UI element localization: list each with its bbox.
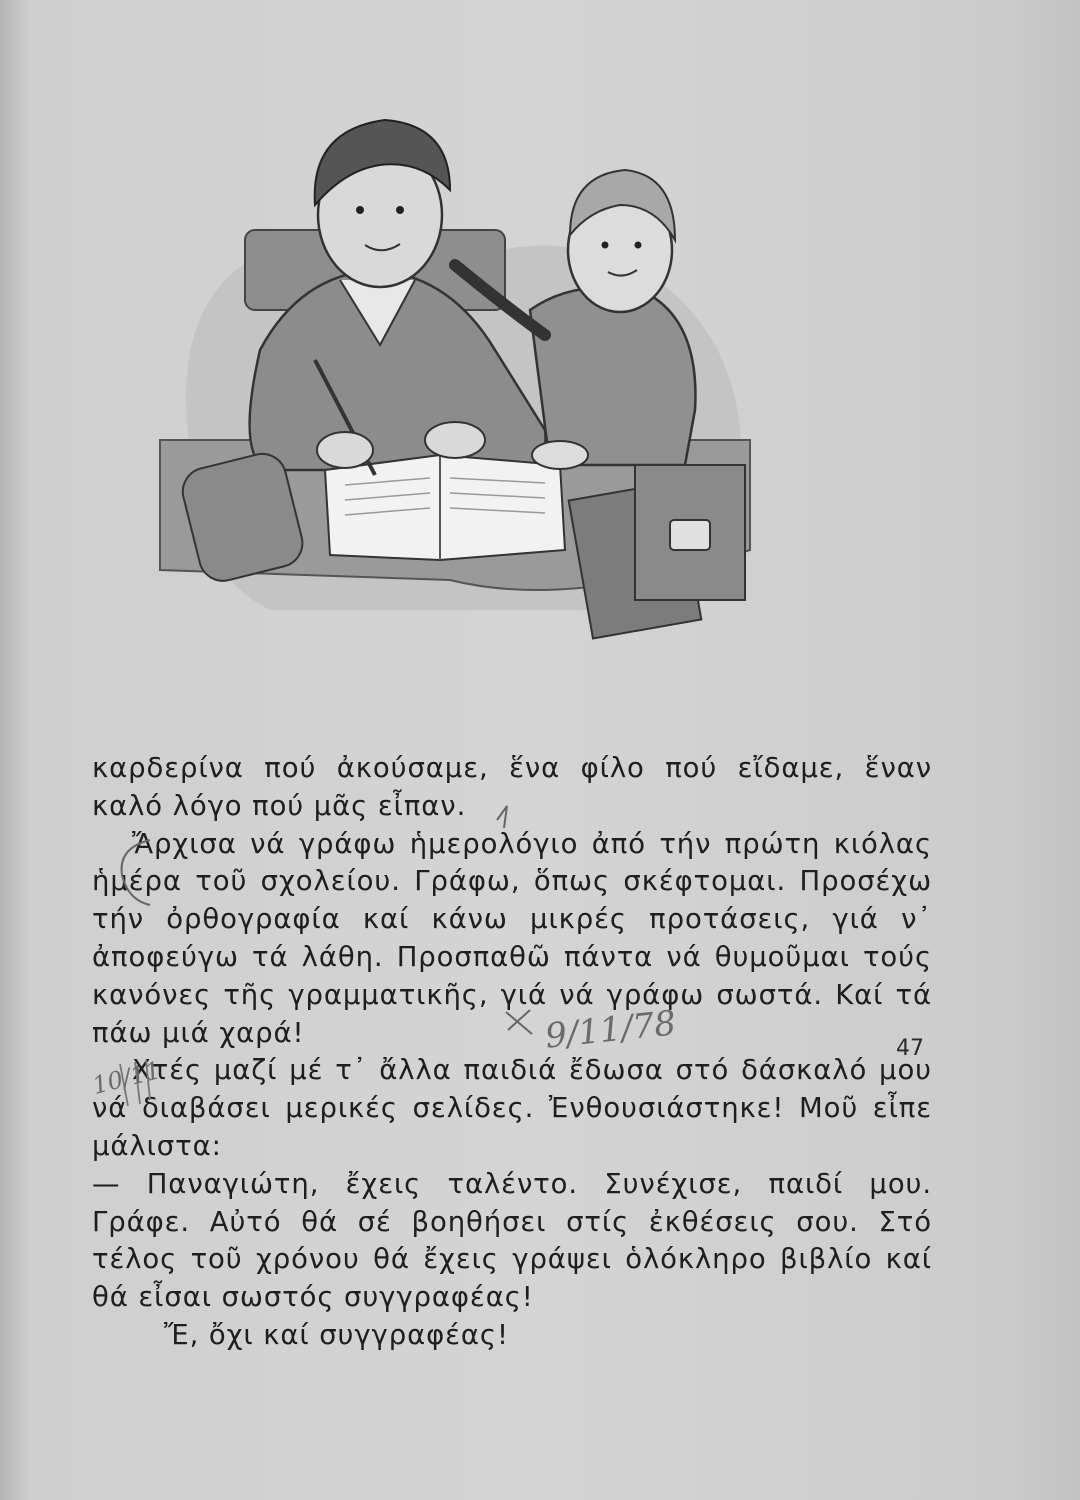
paragraph-4-dialogue: — Παναγιώτη, ἔχεις ταλέντο. Συνέχισε, παιδί μου. Γράφε. Αὐτό θά σέ βοηθήσει στίς ἐκθέσεις σου. Στό τέλος τοῦ χρόνου θά ἔχεις γράψει ὁλόκληρο βιβλίο καί θά εἶσαι σωστός συγγραφέας! [92,1167,932,1314]
page-number: 47 [896,1036,924,1061]
paragraph-2: Ἄρχισα νά γράφω ἡμερολόγιο ἀπό τήν πρώτη κιόλας ἡμέρα τοῦ σχολείου. Γράφω, ὅπως σκέφτομαι. Προσέχω τήν ὀρθογραφία καί κάνω μικρές προτάσεις, γιά ν᾽ ἀποφεύγω τά λάθη. Προσπαθῶ πάντα νά θυμοῦμαι τούς κανόνες τῆς γραμματικῆς, γιά νά γράφω σωστά. Καί τά πάω μιά χαρά! [92,827,932,1049]
handwritten-margin-note: 10/11 [89,1056,164,1100]
illustration-children-writing [150,110,760,640]
paragraph-5: Ἔ, ὄχι καί συγγραφέας! [164,1318,509,1351]
handwritten-date: 9/11/78 [543,1003,678,1057]
paragraph-3: Χτές μαζί μέ τ᾽ ἄλλα παιδιά ἔδωσα στό δάσκαλό μου νά διαβάσει μερικές σελίδες. Ἐνθουσιάστηκε! Μοῦ εἶπε μάλιστα: [92,1054,932,1162]
paragraph-1: καρδερίνα πού ἀκούσαμε, ἕνα φίλο πού εἴδαμε, ἕναν καλό λόγο πού μᾶς εἶπαν. [92,752,932,822]
body-text [89,750,932,1355]
